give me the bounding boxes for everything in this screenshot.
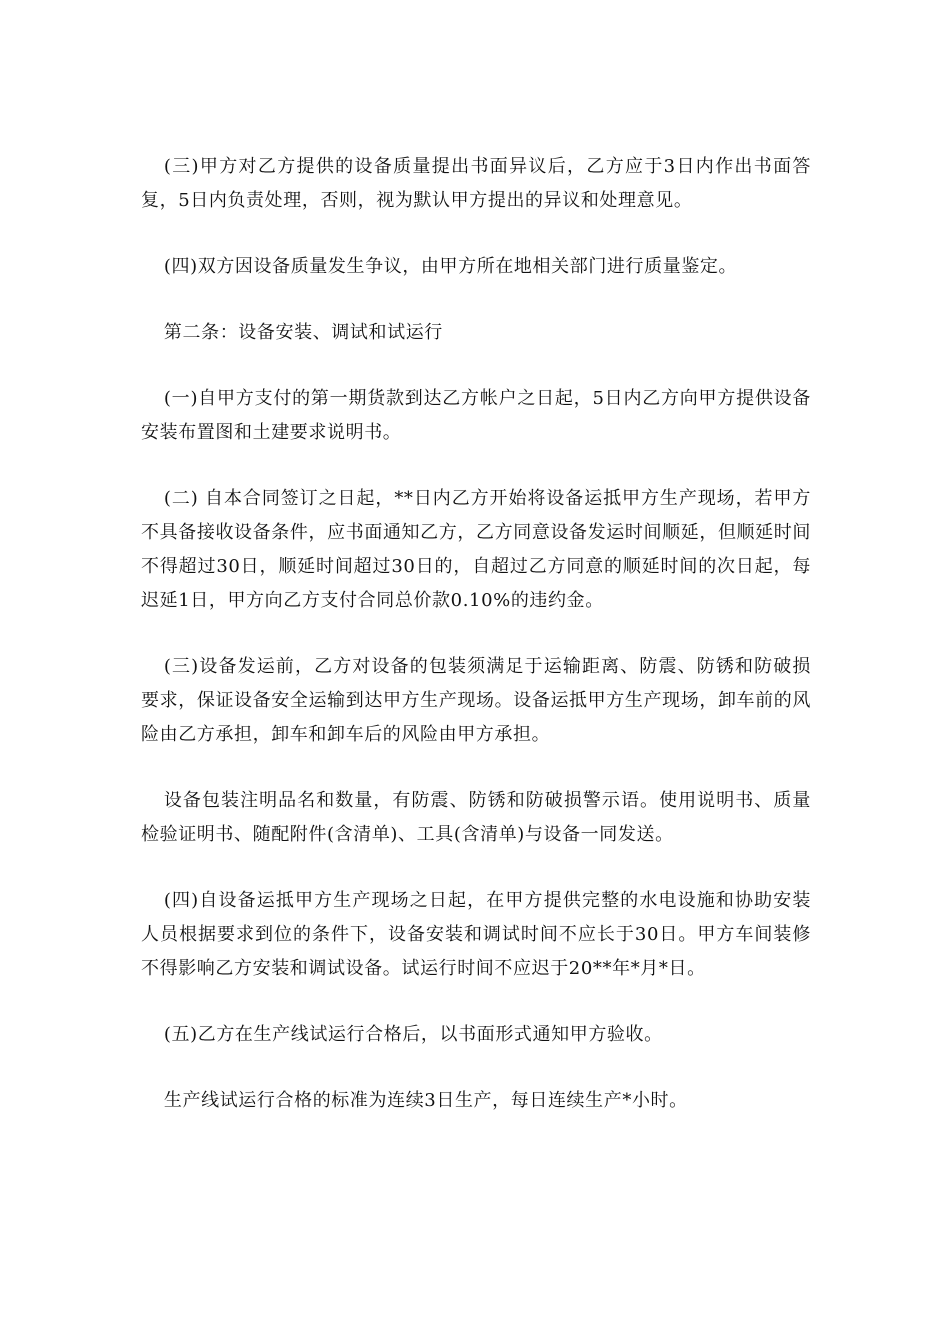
paragraph-acceptance-notice: (五)乙方在生产线试运行合格后，以书面形式通知甲方验收。: [163, 1024, 663, 1045]
paragraph-packaging-risk: (三)设备发运前，乙方对设备的包装须满足于运输距离、防震、防锈和防破损要求，保证设备安全运输到达甲方生产现场。设备运抵甲方生产现场，卸车前的风险由乙方承担，卸车和卸车后的风险由甲方承担。: [141, 656, 811, 745]
paragraph-quality-dispute: (四)双方因设备质量发生争议，由甲方所在地相关部门进行质量鉴定。: [163, 256, 738, 277]
paragraph-installation-time: (四)自设备运抵甲方生产现场之日起，在甲方提供完整的水电设施和协助安装人员根据要求到位的条件下，设备安装和调试时间不应长于30日。甲方车间装修不得影响乙方安装和调试设备。试运行时间不应迟于20**年*月*日。: [141, 890, 811, 979]
paragraph-delivery-schedule: (二) 自本合同签订之日起，**日内乙方开始将设备运抵甲方生产现场，若甲方不具备接收设备条件，应书面通知乙方，乙方同意设备发运时间顺延，但顺延时间不得超过30日，顺延时间超过30日的，自超过乙方同意的顺延时间的次日起，每迟延1日，甲方向乙方支付合同总价款0.10%的违约金。: [141, 488, 811, 611]
section-heading-article-2: 第二条：设备安装、调试和试运行: [163, 322, 443, 343]
document-page: [141, 150, 811, 1150]
paragraph-packaging-labels: 设备包装注明品名和数量，有防震、防锈和防破损警示语。使用说明书、质量检验证明书、随配附件(含清单)、工具(含清单)与设备一同发送。: [141, 790, 811, 845]
paragraph-quality-objection: (三)甲方对乙方提供的设备质量提出书面异议后，乙方应于3日内作出书面答复，5日内负责处理，否则，视为默认甲方提出的异议和处理意见。: [141, 156, 811, 211]
paragraph-trial-standard: 生产线试运行合格的标准为连续3日生产，每日连续生产*小时。: [163, 1090, 688, 1111]
paragraph-layout-drawings: (一)自甲方支付的第一期货款到达乙方帐户之日起，5日内乙方向甲方提供设备安装布置图和土建要求说明书。: [141, 388, 811, 443]
